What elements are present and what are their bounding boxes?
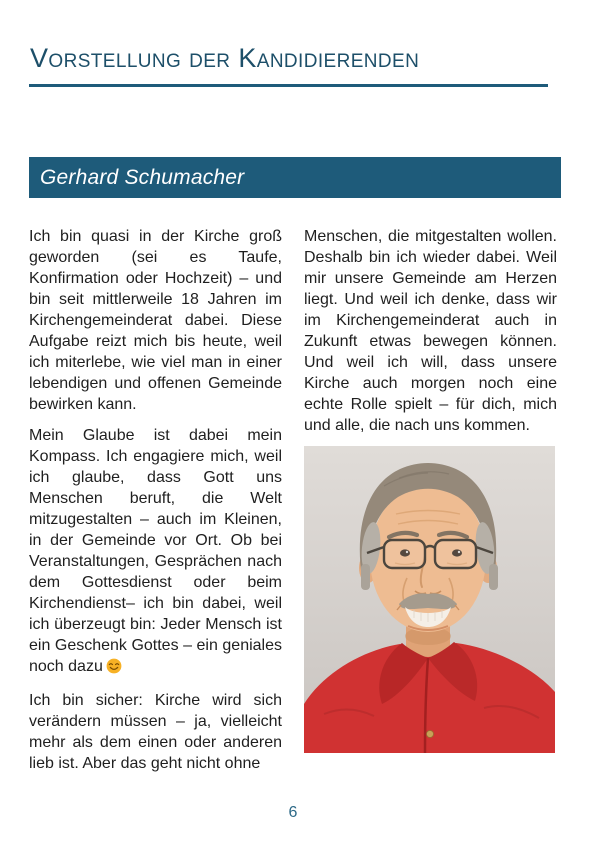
right-column bbox=[304, 226, 557, 774]
bio-paragraph-text: Mein Glaube ist dabei mein Kompass. Ich engagiere mich, weil ich glaube, dass Gott uns Menschen beruft, die Welt mitzugestalten – auch im Kleinen, in der Gemeinde vor Ort. Ob bei Veranstaltungen, Gesprächen nach dem Gottesdienst oder beim Kirchendienst– ich bin dabei, weil ich überzeugt bin: Jeder Mensch ist ein Geschenk Gottes – ein geniales noch dazu bbox=[29, 427, 282, 676]
bio-paragraph bbox=[304, 226, 557, 436]
title-rule bbox=[29, 84, 548, 87]
bio-paragraph-text: Ich bin sicher: Kirche wird sich verändern müssen – ja, vielleicht mehr als dem einen oder anderen lieb ist. Aber das geht nicht ohne bbox=[29, 692, 282, 773]
candidate-name-banner bbox=[29, 157, 561, 198]
bio-paragraph-text: Menschen, die mitgestalten wollen. Deshalb bin ich wieder dabei. Weil mir unsere Gemeinde am Herzen liegt. Und weil ich denke, dass wir im Kirchengemeinderat auch in Zukunft etwas bewegen können. Und weil ich will, dass unsere Kirche auch morgen noch eine echte Rolle spielt – für dich, mich und alle, die nach uns kommen. bbox=[304, 228, 557, 435]
page-title: Vorstellung der Kandidierenden bbox=[30, 43, 420, 73]
left-column bbox=[29, 226, 282, 774]
two-column-body bbox=[29, 226, 557, 774]
candidate-photo bbox=[304, 446, 555, 753]
bio-paragraph-text: Ich bin quasi in der Kirche groß geworden (sei es Taufe, Konfirmation oder Hochzeit) – und bin seit mittlerweile 18 Jahren im Kirchengemeinderat dabei. Diese Aufgabe reizt mich bis heute, weil ich miterlebe, wie viel man in einer lebendigen und offenen Gemeinde bewirken kann. bbox=[29, 228, 282, 414]
bio-paragraph bbox=[29, 226, 282, 415]
candidate-name: Gerhard Schumacher bbox=[40, 165, 245, 189]
bio-paragraph bbox=[29, 690, 282, 774]
smiling-face-emoji-icon bbox=[106, 658, 122, 680]
page-number: 6 bbox=[288, 804, 298, 821]
bio-paragraph bbox=[29, 425, 282, 680]
